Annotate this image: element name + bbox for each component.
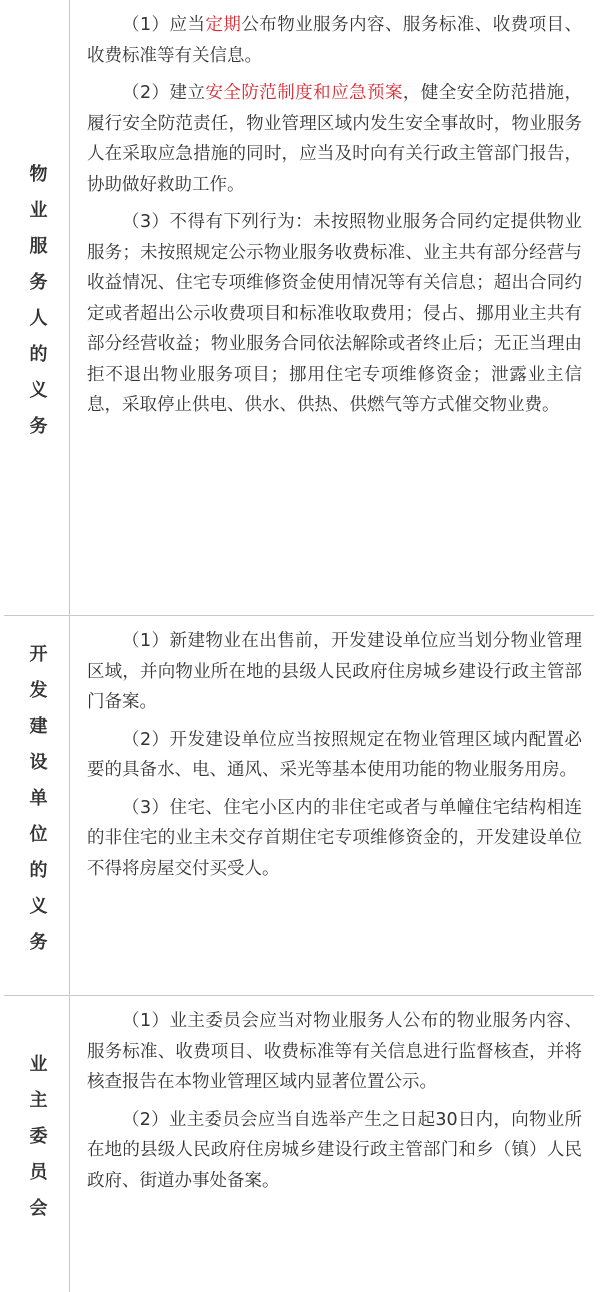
- row-label-cell: [4, 996, 70, 1292]
- paragraph-text: （3）不得有下列行为：未按照物业服务合同约定提供物业服务；未按照规定公示物业服务收费标准、业主共有部分经营与收益情况、住宅专项维修资金使用情况等有关信息；超出合同约定或者超出公示收费项目和标准收取费用；侵占、挪用业主共有部分经营收益；物业服务合同依法解除或者终止后；无正当理由拒不退出物业服务项目；挪用住宅专项维修资金；泄露业主信息，采取停止供电、供水、供热、供燃气等方式催交物业费。: [87, 212, 582, 415]
- paragraph: [87, 10, 582, 71]
- paragraph: （3）住宅、住宅小区内的非住宅或者与单幢住宅结构相连的非住宅的业主未交存首期住宅专项维修资金的，开发建设单位不得将房屋交付买受人。: [87, 797, 582, 879]
- row-content: [70, 616, 594, 995]
- paragraph: （2）开发建设单位应当按照规定在物业管理区域内配置必要的具备水、电、通风、采光等基本使用功能的物业服务用房。: [87, 729, 582, 780]
- paragraph: （2）业主委员会应当自选举产生之日起30日内，向物业所在地的县级人民政府住房城乡建设行政主管部门和乡（镇）人民政府、街道办事处备案。: [87, 1109, 582, 1191]
- obligations-table: [4, 0, 594, 1292]
- row-label: 开发建设单位的义务: [26, 643, 48, 968]
- row-label: 业主委员会: [26, 1054, 48, 1234]
- paragraph: [87, 78, 582, 200]
- table-row: [4, 616, 594, 996]
- paragraph: （1）新建物业在出售前，开发建设单位应当划分物业管理区域，并向物业所在地的县级人民政府住房城乡建设行政主管部门备案。: [87, 631, 582, 712]
- highlight-text: 定期: [205, 15, 242, 35]
- table-row: [4, 0, 594, 616]
- row-label: 物业服务人的义务: [26, 163, 48, 452]
- row-content: [70, 996, 594, 1292]
- paragraph: （1）业主委员会应当对物业服务人公布的物业服务内容、服务标准、收费项目、收费标准等有关信息进行监督核查，并将核查报告在本物业管理区域内显著位置公示。: [87, 1011, 582, 1092]
- paragraph-text: 公布物业服务内容、服务标准、收费项目、收费标准等有关信息。: [87, 15, 583, 66]
- paragraph-text: （2）建立: [122, 83, 206, 103]
- row-label-cell: [4, 0, 70, 615]
- row-content: [70, 0, 594, 615]
- paragraph-text: ，健全安全防范措施，履行安全防范责任，物业管理区域内发生安全事故时，物业服务人在采取应急措施的同时，应当及时向有关行政主管部门报告，协助做好救助工作。: [87, 83, 582, 195]
- paragraph: [87, 207, 582, 421]
- highlight-text: 安全防范制度和应急预案: [205, 83, 403, 103]
- row-label-cell: [4, 616, 70, 995]
- table-row: [4, 996, 594, 1292]
- paragraph-text: （1）应当: [122, 15, 206, 35]
